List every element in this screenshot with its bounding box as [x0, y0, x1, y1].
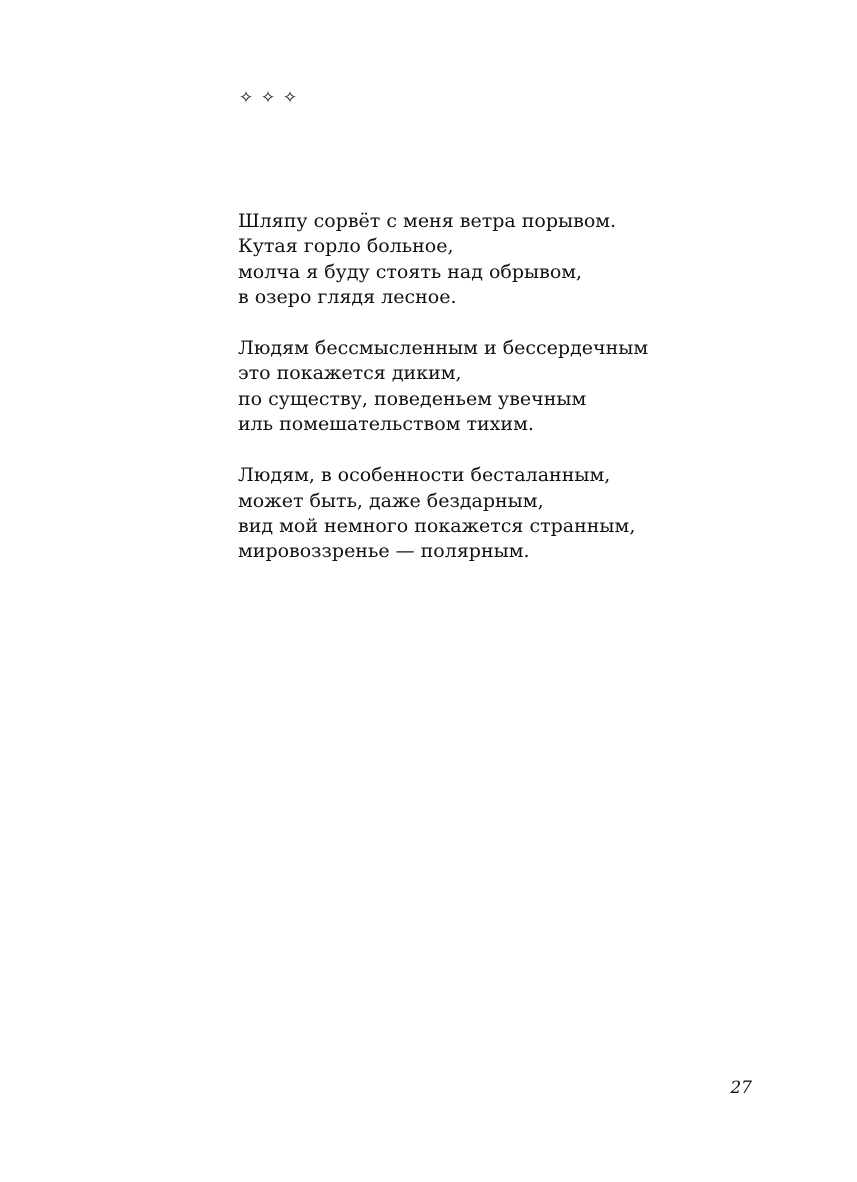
poem-line: Кутая горло больное,: [238, 235, 454, 258]
star-ornament-icon: ✧: [260, 88, 276, 108]
stanza-1: [238, 209, 718, 310]
poem-line: молча я буду стоять над обрывом,: [238, 260, 583, 283]
star-ornament-icon: ✧: [238, 88, 254, 108]
poem-line: вид мой немного покажется странным,: [238, 514, 636, 537]
poem-line: Людям, в особенности бесталанным,: [238, 464, 611, 487]
section-ornament: [238, 86, 298, 110]
poem: [238, 209, 718, 591]
poem-line: иль помешательством тихим.: [238, 413, 534, 436]
stanza-2: [238, 336, 718, 437]
poem-line: Шляпу сорвёт с меня ветра порывом.: [238, 210, 617, 232]
page-number: 27: [730, 1078, 752, 1098]
star-ornament-icon: ✧: [282, 88, 298, 108]
poem-line: может быть, даже бездарным,: [238, 489, 544, 512]
poem-line: это покажется диким,: [238, 362, 462, 385]
poem-line: мировоззренье — полярным.: [238, 540, 530, 563]
stanza-3: [238, 463, 718, 564]
poem-line: по существу, поведеньем увечным: [238, 387, 587, 410]
poem-line: в озеро глядя лесное.: [238, 285, 457, 308]
poem-line: Людям бессмысленным и бессердечным: [238, 337, 649, 360]
